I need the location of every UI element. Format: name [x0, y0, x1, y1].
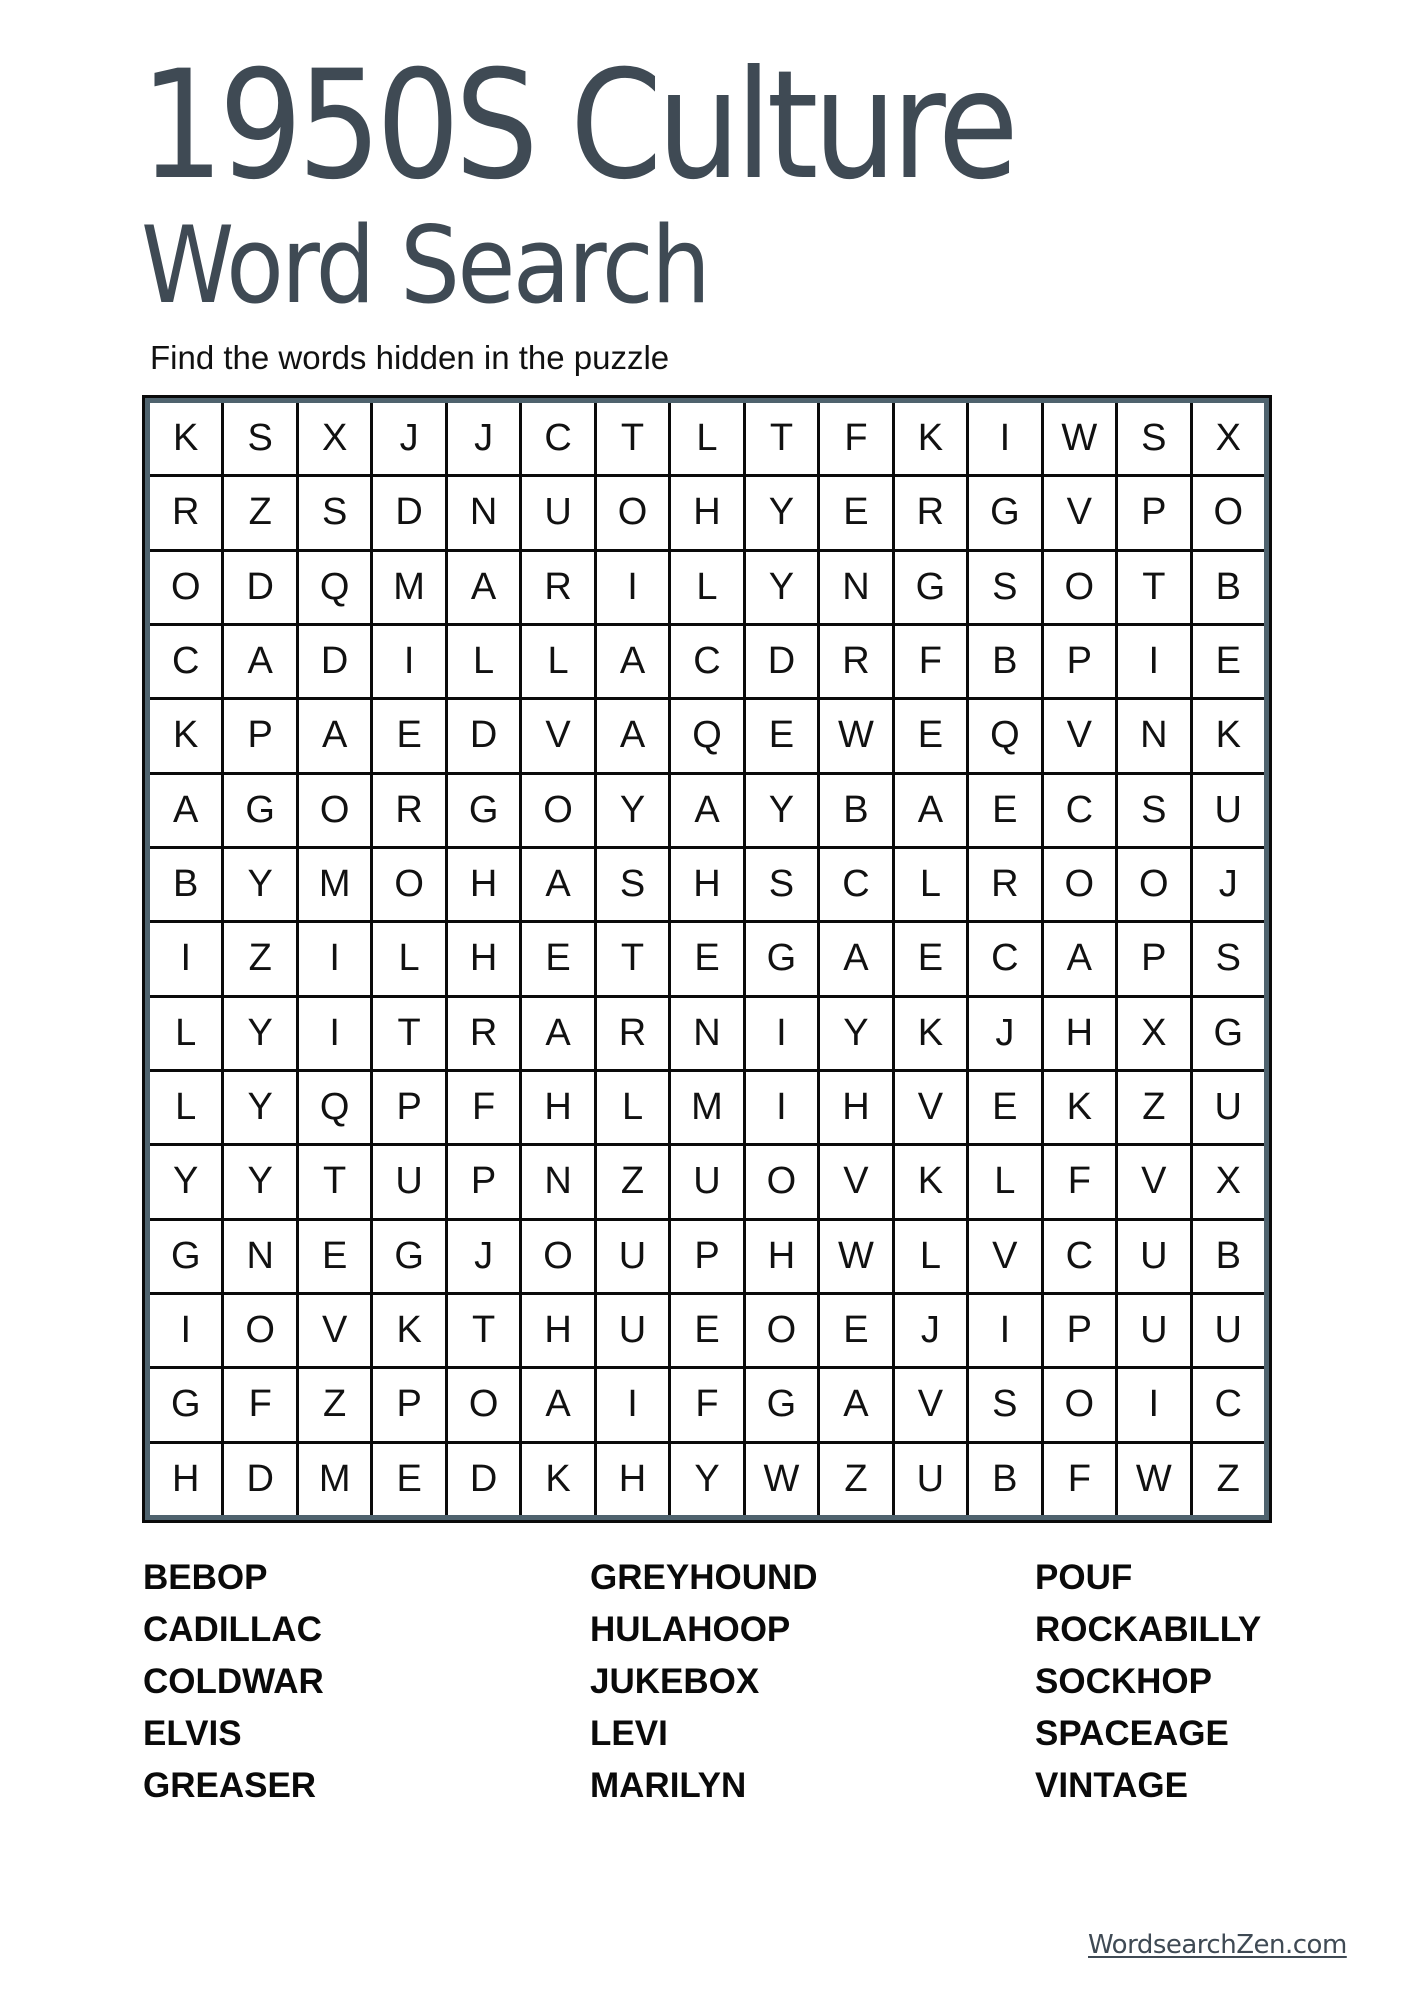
word-list-item: JUKEBOX — [590, 1662, 760, 1701]
grid-cell[interactable]: I — [969, 403, 1040, 474]
grid-cell[interactable]: P — [1044, 626, 1115, 697]
grid-cell[interactable]: C — [522, 403, 593, 474]
grid-cell[interactable]: F — [1044, 1146, 1115, 1217]
grid-cell[interactable]: M — [299, 1444, 370, 1515]
grid-cell[interactable]: W — [1044, 403, 1115, 474]
grid-cell[interactable]: G — [969, 477, 1040, 548]
grid-cell[interactable]: Y — [224, 998, 295, 1069]
grid-cell[interactable]: E — [299, 1221, 370, 1292]
grid-cell[interactable]: T — [373, 998, 444, 1069]
grid-cell[interactable]: R — [820, 626, 891, 697]
grid-cell[interactable]: B — [820, 775, 891, 846]
grid-cell[interactable]: Z — [1193, 1444, 1264, 1515]
grid-cell[interactable]: I — [1118, 626, 1189, 697]
grid-cell[interactable]: N — [224, 1221, 295, 1292]
grid-cell[interactable]: Z — [597, 1146, 668, 1217]
grid-cell[interactable]: D — [448, 1444, 519, 1515]
grid-cell[interactable]: H — [522, 1072, 593, 1143]
word-list-item: MARILYN — [590, 1766, 747, 1805]
grid-cell[interactable]: K — [373, 1295, 444, 1366]
word-list-item: VINTAGE — [1035, 1766, 1188, 1805]
grid-cell[interactable]: T — [597, 923, 668, 994]
grid-cell[interactable]: K — [150, 403, 221, 474]
grid-cell[interactable]: A — [224, 626, 295, 697]
word-list-column-1 — [143, 1552, 324, 1812]
word-list-column-2 — [590, 1552, 818, 1812]
grid-cell[interactable]: D — [746, 626, 817, 697]
grid-cell[interactable]: T — [448, 1295, 519, 1366]
word-list-item: LEVI — [590, 1714, 668, 1753]
word-list-item: SPACEAGE — [1035, 1714, 1229, 1753]
grid-cell[interactable]: T — [1118, 552, 1189, 623]
grid-cell[interactable]: L — [597, 1072, 668, 1143]
grid-cell[interactable]: D — [448, 700, 519, 771]
grid-cell[interactable]: B — [1193, 552, 1264, 623]
grid-cell[interactable]: W — [1118, 1444, 1189, 1515]
grid-cell[interactable]: E — [671, 923, 742, 994]
grid-cell[interactable]: P — [224, 700, 295, 771]
page-subtitle: Word Search — [141, 204, 709, 327]
grid-cell[interactable]: O — [1044, 552, 1115, 623]
word-list — [0, 1552, 1414, 1832]
grid-cell[interactable]: P — [373, 1369, 444, 1440]
grid-cell[interactable]: M — [671, 1072, 742, 1143]
grid-cell[interactable]: O — [746, 1146, 817, 1217]
grid-cell[interactable]: A — [1044, 923, 1115, 994]
grid-cell[interactable]: F — [820, 403, 891, 474]
grid-cell[interactable]: U — [1193, 1295, 1264, 1366]
grid-cell[interactable]: E — [373, 700, 444, 771]
grid-cell[interactable]: V — [969, 1221, 1040, 1292]
grid-cell[interactable]: E — [820, 477, 891, 548]
grid-cell[interactable]: U — [1193, 775, 1264, 846]
grid-cell[interactable]: O — [1044, 1369, 1115, 1440]
grid-cell[interactable]: U — [671, 1146, 742, 1217]
grid-cell[interactable]: E — [373, 1444, 444, 1515]
grid-cell[interactable]: A — [448, 552, 519, 623]
grid-cell[interactable]: O — [373, 849, 444, 920]
grid-cell[interactable]: A — [597, 626, 668, 697]
grid-cell[interactable]: Z — [224, 923, 295, 994]
grid-cell[interactable]: U — [373, 1146, 444, 1217]
grid-cell[interactable]: F — [1044, 1444, 1115, 1515]
grid-cell[interactable]: G — [150, 1369, 221, 1440]
grid-cell[interactable]: H — [448, 923, 519, 994]
grid-cell[interactable]: Q — [299, 1072, 370, 1143]
grid-cell[interactable]: U — [895, 1444, 966, 1515]
grid-cell[interactable]: Z — [224, 477, 295, 548]
grid-cell[interactable]: G — [448, 775, 519, 846]
grid-cell[interactable]: I — [597, 1369, 668, 1440]
grid-cell[interactable]: S — [969, 552, 1040, 623]
grid-cell[interactable]: E — [969, 1072, 1040, 1143]
grid-cell[interactable]: P — [1044, 1295, 1115, 1366]
grid-cell[interactable]: V — [820, 1146, 891, 1217]
grid-cell[interactable]: W — [820, 700, 891, 771]
grid-cell[interactable]: V — [895, 1369, 966, 1440]
word-list-item: COLDWAR — [143, 1662, 324, 1701]
grid-cell[interactable]: I — [746, 1072, 817, 1143]
grid-cell[interactable]: G — [746, 923, 817, 994]
grid-cell[interactable]: S — [299, 477, 370, 548]
grid-cell[interactable]: H — [150, 1444, 221, 1515]
grid-cell[interactable]: S — [746, 849, 817, 920]
grid-cell[interactable]: A — [895, 775, 966, 846]
grid-cell[interactable]: O — [746, 1295, 817, 1366]
grid-cell[interactable]: T — [299, 1146, 370, 1217]
grid-cell[interactable]: V — [895, 1072, 966, 1143]
grid-cell[interactable]: V — [299, 1295, 370, 1366]
grid-cell[interactable]: Z — [299, 1369, 370, 1440]
grid-cell[interactable]: J — [969, 998, 1040, 1069]
grid-cell[interactable]: R — [895, 477, 966, 548]
grid-cell[interactable]: M — [299, 849, 370, 920]
grid-cell[interactable]: O — [1118, 849, 1189, 920]
grid-cell[interactable]: O — [522, 775, 593, 846]
grid-cell[interactable]: I — [299, 923, 370, 994]
word-list-item: HULAHOOP — [590, 1610, 791, 1649]
grid-cell[interactable]: L — [448, 626, 519, 697]
website-link[interactable]: WordsearchZen.com — [1088, 1930, 1347, 1960]
grid-cell[interactable]: B — [1193, 1221, 1264, 1292]
grid-cell[interactable]: O — [224, 1295, 295, 1366]
grid-cell[interactable]: S — [969, 1369, 1040, 1440]
grid-cell[interactable]: N — [1118, 700, 1189, 771]
grid-cell[interactable]: S — [1118, 403, 1189, 474]
grid-cell[interactable]: H — [448, 849, 519, 920]
grid-cell[interactable]: C — [1044, 775, 1115, 846]
grid-cell[interactable]: L — [671, 403, 742, 474]
grid-cell[interactable]: R — [373, 775, 444, 846]
grid-cell[interactable]: W — [746, 1444, 817, 1515]
grid-cell[interactable]: D — [299, 626, 370, 697]
grid-cell[interactable]: E — [895, 923, 966, 994]
grid-cell[interactable]: X — [299, 403, 370, 474]
grid-cell[interactable]: Y — [224, 1072, 295, 1143]
grid-cell[interactable]: Q — [969, 700, 1040, 771]
grid-cell[interactable]: O — [597, 477, 668, 548]
grid-cell[interactable]: R — [597, 998, 668, 1069]
grid-cell[interactable]: O — [522, 1221, 593, 1292]
grid-cell[interactable]: F — [671, 1369, 742, 1440]
page-title: 1950S Culture — [140, 39, 1014, 213]
grid-cell[interactable]: N — [522, 1146, 593, 1217]
grid-cell[interactable]: C — [1044, 1221, 1115, 1292]
grid-cell[interactable]: L — [895, 1221, 966, 1292]
grid-cell[interactable]: K — [150, 700, 221, 771]
grid-cell[interactable]: I — [597, 552, 668, 623]
grid-cell[interactable]: E — [820, 1295, 891, 1366]
grid-cell[interactable]: G — [224, 775, 295, 846]
word-list-item: SOCKHOP — [1035, 1662, 1212, 1701]
grid-cell[interactable]: J — [1193, 849, 1264, 920]
grid-cell[interactable]: P — [1118, 477, 1189, 548]
grid-cell[interactable]: E — [969, 775, 1040, 846]
grid-cell[interactable]: F — [895, 626, 966, 697]
grid-cell[interactable]: H — [671, 477, 742, 548]
grid-cell[interactable]: P — [448, 1146, 519, 1217]
grid-cell[interactable]: O — [150, 552, 221, 623]
grid-cell[interactable]: K — [895, 998, 966, 1069]
grid-cell[interactable]: B — [150, 849, 221, 920]
grid-cell[interactable]: K — [522, 1444, 593, 1515]
grid-cell[interactable]: Y — [597, 775, 668, 846]
grid-cell[interactable]: P — [373, 1072, 444, 1143]
grid-cell[interactable]: K — [895, 403, 966, 474]
grid-cell[interactable]: Z — [1118, 1072, 1189, 1143]
word-list-item: BEBOP — [143, 1558, 268, 1597]
grid-cell[interactable]: U — [597, 1221, 668, 1292]
word-list-item: GREYHOUND — [590, 1558, 818, 1597]
grid-cell[interactable]: R — [150, 477, 221, 548]
grid-cell[interactable]: D — [224, 1444, 295, 1515]
grid-cell[interactable]: U — [1193, 1072, 1264, 1143]
grid-cell[interactable]: J — [448, 403, 519, 474]
word-list-item: POUF — [1035, 1558, 1133, 1597]
grid-cell[interactable]: A — [522, 998, 593, 1069]
grid-cell[interactable]: C — [150, 626, 221, 697]
grid-cell[interactable]: J — [373, 403, 444, 474]
grid-cell[interactable]: R — [969, 849, 1040, 920]
grid-cell[interactable]: K — [1044, 1072, 1115, 1143]
grid-cell[interactable]: Y — [746, 477, 817, 548]
grid-cell[interactable]: T — [746, 403, 817, 474]
grid-cell[interactable]: L — [373, 923, 444, 994]
grid-cell[interactable]: Y — [746, 552, 817, 623]
grid-cell[interactable]: I — [373, 626, 444, 697]
grid-cell[interactable]: G — [373, 1221, 444, 1292]
grid-cell[interactable]: N — [671, 998, 742, 1069]
grid-cell[interactable]: A — [522, 849, 593, 920]
puzzle-grid-frame — [142, 395, 1272, 1523]
grid-cell[interactable]: F — [448, 1072, 519, 1143]
grid-cell[interactable]: O — [299, 775, 370, 846]
grid-cell[interactable]: I — [299, 998, 370, 1069]
grid-cell[interactable]: U — [522, 477, 593, 548]
grid-cell[interactable]: C — [671, 626, 742, 697]
grid-cell[interactable]: X — [1193, 1146, 1264, 1217]
grid-cell[interactable]: Q — [671, 700, 742, 771]
grid-cell[interactable]: H — [820, 1072, 891, 1143]
grid-cell[interactable]: X — [1118, 998, 1189, 1069]
grid-cell[interactable]: J — [895, 1295, 966, 1366]
grid-cell[interactable]: Y — [671, 1444, 742, 1515]
grid-cell[interactable]: W — [820, 1221, 891, 1292]
grid-cell[interactable]: A — [671, 775, 742, 846]
grid-cell[interactable]: I — [150, 923, 221, 994]
grid-cell[interactable]: A — [150, 775, 221, 846]
grid-cell[interactable]: L — [150, 998, 221, 1069]
grid-cell[interactable]: V — [1044, 477, 1115, 548]
grid-cell[interactable]: H — [597, 1444, 668, 1515]
grid-cell[interactable]: T — [597, 403, 668, 474]
grid-cell[interactable]: H — [746, 1221, 817, 1292]
grid-cell[interactable]: F — [224, 1369, 295, 1440]
grid-cell[interactable]: E — [746, 700, 817, 771]
grid-cell[interactable]: D — [373, 477, 444, 548]
grid-cell[interactable]: V — [1044, 700, 1115, 771]
grid-cell[interactable]: G — [1193, 998, 1264, 1069]
grid-cell[interactable]: L — [522, 626, 593, 697]
grid-cell[interactable]: E — [1193, 626, 1264, 697]
grid-cell[interactable]: N — [448, 477, 519, 548]
grid-cell[interactable]: P — [671, 1221, 742, 1292]
grid-cell[interactable]: A — [820, 1369, 891, 1440]
grid-cell[interactable]: V — [1118, 1146, 1189, 1217]
grid-cell[interactable]: S — [224, 403, 295, 474]
grid-cell[interactable]: L — [969, 1146, 1040, 1217]
grid-cell[interactable]: B — [969, 626, 1040, 697]
grid-cell[interactable]: D — [224, 552, 295, 623]
grid-cell[interactable]: A — [299, 700, 370, 771]
grid-cell[interactable]: V — [522, 700, 593, 771]
grid-cell[interactable]: H — [671, 849, 742, 920]
grid-cell[interactable]: R — [448, 998, 519, 1069]
word-list-item: ROCKABILLY — [1035, 1610, 1262, 1649]
grid-cell[interactable]: K — [1193, 700, 1264, 771]
grid-cell[interactable]: B — [969, 1444, 1040, 1515]
grid-cell[interactable]: Q — [299, 552, 370, 623]
grid-cell[interactable]: Y — [224, 1146, 295, 1217]
grid-cell[interactable]: R — [522, 552, 593, 623]
grid-cell[interactable]: Y — [820, 998, 891, 1069]
grid-cell[interactable]: H — [522, 1295, 593, 1366]
grid-cell[interactable]: O — [1193, 477, 1264, 548]
grid-cell[interactable]: K — [895, 1146, 966, 1217]
grid-cell[interactable]: U — [1118, 1221, 1189, 1292]
grid-cell[interactable]: G — [895, 552, 966, 623]
grid-cell[interactable]: M — [373, 552, 444, 623]
grid-cell[interactable]: L — [671, 552, 742, 623]
grid-cell[interactable]: S — [597, 849, 668, 920]
word-list-column-3 — [1035, 1552, 1261, 1812]
grid-cell[interactable]: Y — [746, 775, 817, 846]
grid-cell[interactable]: I — [969, 1295, 1040, 1366]
grid-cell[interactable]: L — [150, 1072, 221, 1143]
grid-cell[interactable]: J — [448, 1221, 519, 1292]
grid-cell[interactable]: I — [1118, 1369, 1189, 1440]
grid-cell[interactable]: A — [820, 923, 891, 994]
grid-cell[interactable]: U — [1118, 1295, 1189, 1366]
grid-cell[interactable]: H — [1044, 998, 1115, 1069]
word-list-item: GREASER — [143, 1766, 317, 1805]
grid-cell[interactable]: I — [746, 998, 817, 1069]
word-list-item: CADILLAC — [143, 1610, 322, 1649]
grid-cell[interactable]: S — [1193, 923, 1264, 994]
grid-cell[interactable]: C — [969, 923, 1040, 994]
grid-cell[interactable]: O — [1044, 849, 1115, 920]
grid-cell[interactable]: O — [448, 1369, 519, 1440]
grid-cell[interactable]: U — [597, 1295, 668, 1366]
grid-cell[interactable]: I — [150, 1295, 221, 1366]
grid-cell[interactable]: G — [150, 1221, 221, 1292]
grid-cell[interactable]: Y — [224, 849, 295, 920]
grid-cell[interactable]: E — [671, 1295, 742, 1366]
grid-cell[interactable]: A — [522, 1369, 593, 1440]
grid-cell[interactable]: X — [1193, 403, 1264, 474]
grid-cell[interactable]: Z — [820, 1444, 891, 1515]
grid-cell[interactable]: A — [597, 700, 668, 771]
grid-cell[interactable]: G — [746, 1369, 817, 1440]
grid-cell[interactable]: N — [820, 552, 891, 623]
grid-cell[interactable]: E — [895, 700, 966, 771]
grid-cell[interactable]: C — [820, 849, 891, 920]
grid-cell[interactable]: Y — [150, 1146, 221, 1217]
grid-cell[interactable]: E — [522, 923, 593, 994]
puzzle-grid — [150, 403, 1264, 1515]
grid-cell[interactable]: L — [895, 849, 966, 920]
instructions-text: Find the words hidden in the puzzle — [150, 339, 670, 376]
grid-cell[interactable]: S — [1118, 775, 1189, 846]
grid-cell[interactable]: P — [1118, 923, 1189, 994]
word-list-item: ELVIS — [143, 1714, 242, 1753]
grid-cell[interactable]: C — [1193, 1369, 1264, 1440]
